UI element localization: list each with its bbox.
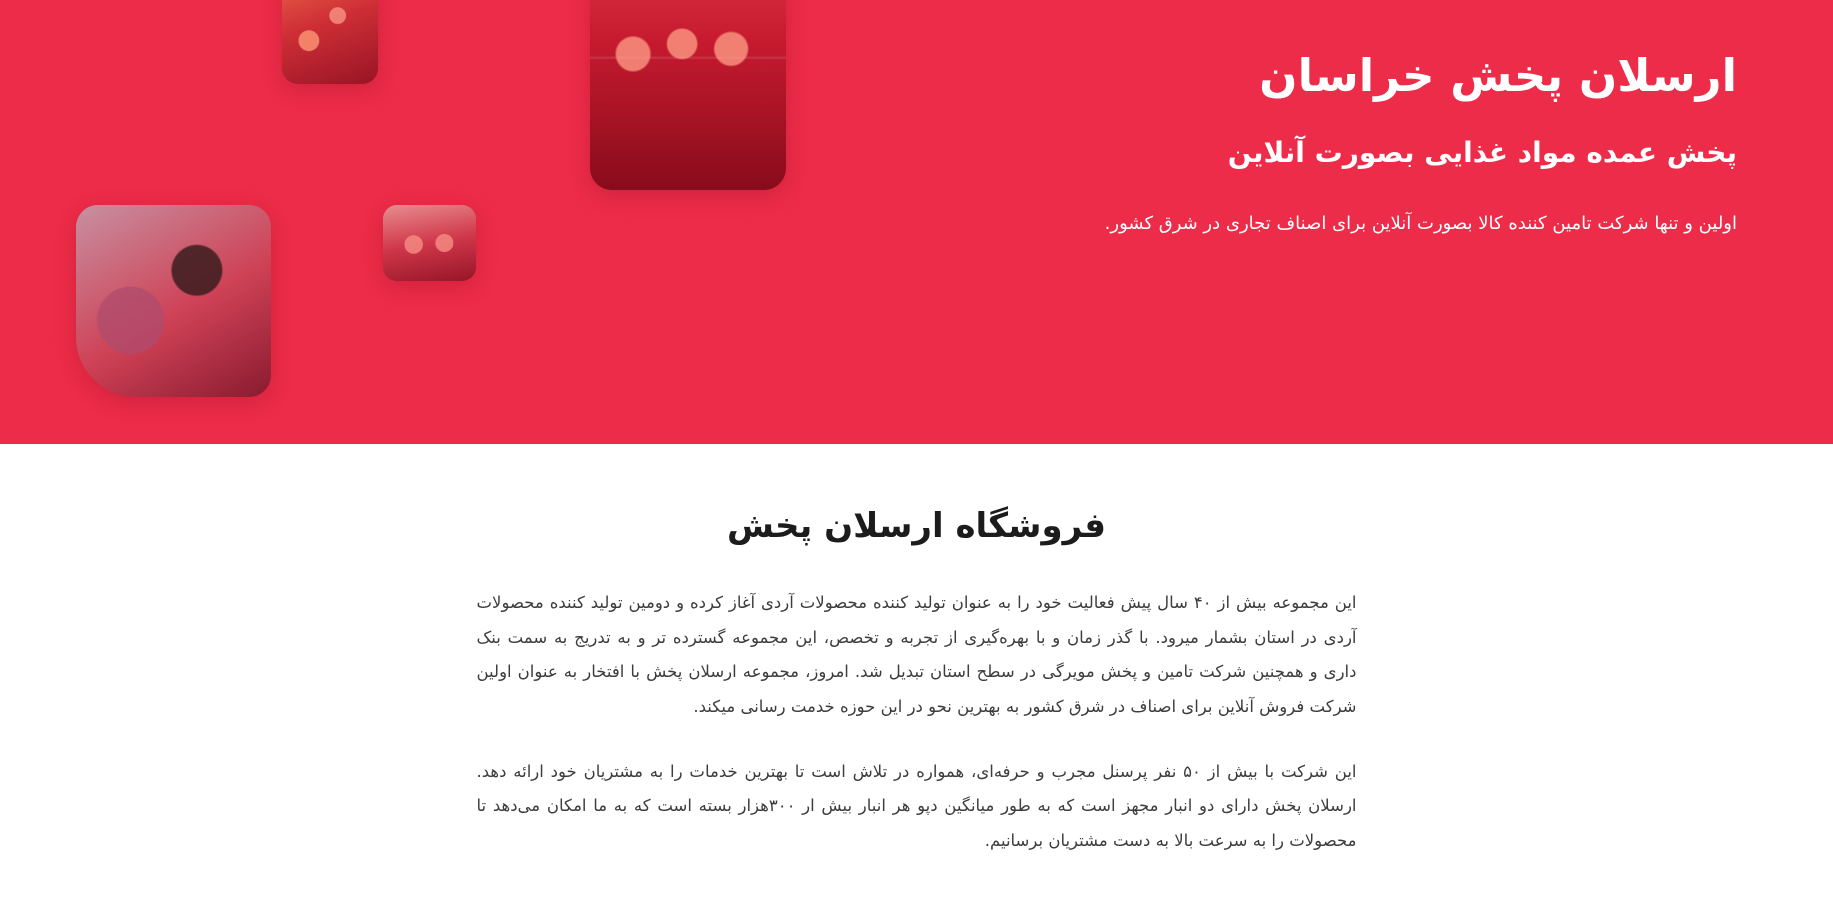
about-section [0,444,1833,898]
photo-meeting-room [383,205,476,281]
hero-title: ارسلان پخش خراسان [1259,49,1737,102]
hero-banner [0,0,1833,444]
about-paragraph-2: این شرکت با بیش از ۵۰ نفر پرسنل مجرب و حرفه‌ای، همواره در تلاش است تا بهترین خدمات را به مشتریان خود ارائه دهد. ارسلان پخش دارای دو انبار مجهز است که به طور میانگین دپو هر انبار بیش ار ۳۰۰هزار بسته است که به ما امکان می‌دهد تا محصولات را به سرعت بالا به دست مشتریان برسانیم. [476,761,1357,850]
hero-description: اولین و تنها شرکت تامین کننده کالا بصورت آنلاین برای اصناف تجاری در شرق کشور. [1104,212,1737,234]
hero-subtitle: پخش عمده مواد غذایی بصورت آنلاین [1227,135,1737,169]
about-container [477,506,1357,858]
hero-text-block [977,46,1737,241]
photo-warehouse-workers [590,0,786,190]
about-paragraph-1: این مجموعه بیش از ۴۰ سال پیش فعالیت خود را به عنوان تولید کننده محصولات آردی آغاز کرده و دومین تولید کننده محصولات آردی در استان بشمار میرود. با گذر زمان و با بهره‌گیری از تجربه و تخصص، این مجموعه گسترده تر و به تدریج به سمت بنک داری و همچنین شرکت تامین و پخش مویرگی در سطح استان تبدیل شد. امروز، مجموعه ارسلان پخش با افتخار به عنوان اولین شرکت فروش آنلاین برای اصناف در شرق کشور به بهترین نحو در این حوزه خدمت رسانی میکند. [476,593,1357,716]
page-title: فروشگاه ارسلان پخش [726,506,1107,546]
photo-team-office [282,0,378,84]
photo-customer-support [76,205,271,397]
